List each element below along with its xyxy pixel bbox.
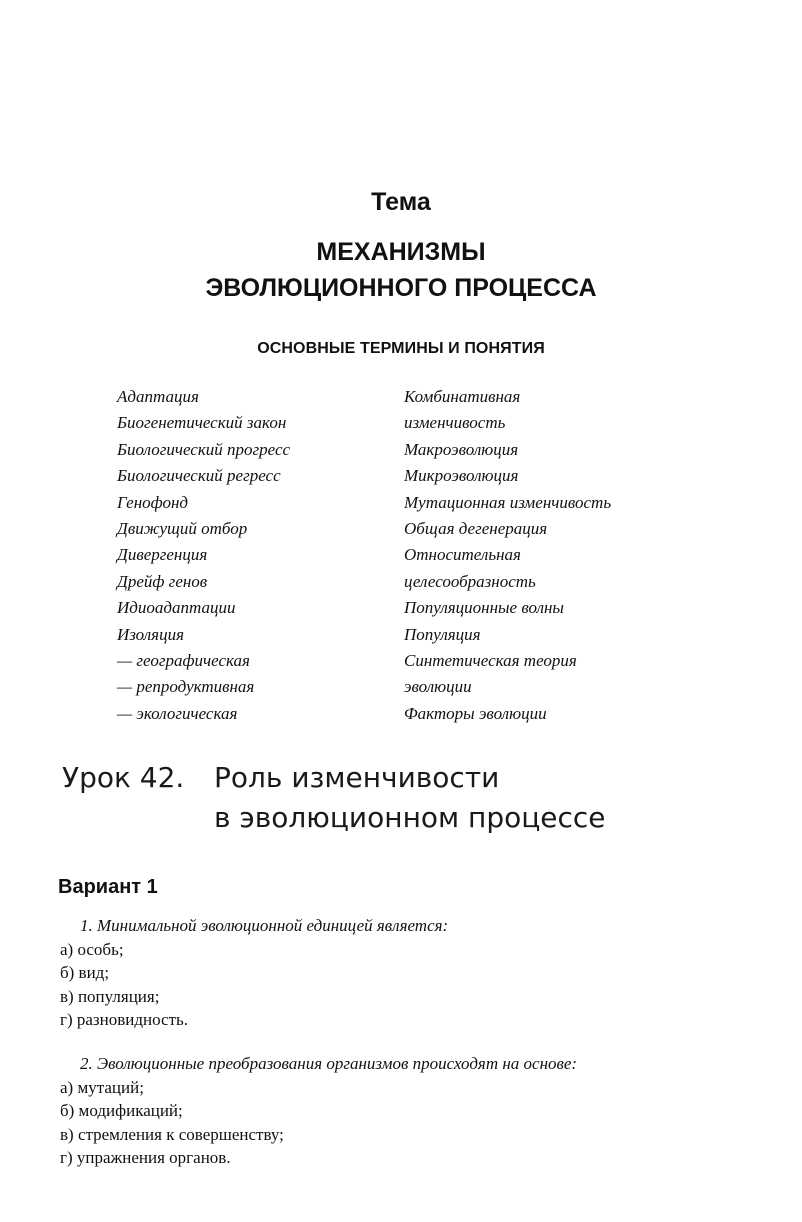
term-item: Генофонд	[117, 492, 189, 512]
term-item: Биологический регресс	[117, 466, 281, 486]
lesson-title-line: в эволюционном процессе	[214, 801, 606, 834]
answer-option: б) вид;	[60, 963, 110, 982]
question-text: 2. Эволюционные преобразования организмов происходят на основе:	[80, 1054, 578, 1073]
term-item: Биогенетический закон	[117, 413, 287, 433]
term-item: Движущий отбор	[117, 518, 248, 538]
term-item: Факторы эволюции	[404, 703, 547, 723]
answer-option: в) популяция;	[60, 986, 160, 1006]
term-item: Микроэволюция	[404, 466, 519, 486]
terms-list-right	[404, 384, 611, 727]
term-item: Адаптация	[117, 387, 199, 406]
answer-list	[60, 1076, 577, 1170]
term-item: целесообразность	[404, 571, 536, 591]
lesson-number: Урок 42.	[62, 761, 185, 794]
term-item: — репродуктивная	[117, 677, 255, 697]
term-item: Мутационная изменчивость	[404, 492, 612, 512]
term-item: — экологическая	[117, 703, 238, 723]
term-item: эволюции	[404, 677, 472, 697]
term-item: Биологический прогресс	[117, 439, 291, 459]
answer-option: в) стремления к совершенству;	[60, 1124, 284, 1144]
term-item: — географическая	[117, 650, 250, 670]
answer-option: а) особь;	[60, 939, 124, 959]
term-item: Изоляция	[117, 624, 184, 644]
question-block	[60, 914, 448, 1032]
term-item: Дрейф генов	[117, 571, 208, 591]
answer-option: г) разновидность.	[60, 1010, 189, 1029]
lesson-title	[214, 758, 606, 838]
answer-option: а) мутаций;	[60, 1077, 144, 1097]
lesson-title-line: Роль изменчивости	[214, 761, 500, 794]
question-text: 1. Минимальной эволюционной единицей является:	[80, 916, 449, 935]
term-item: Общая дегенерация	[404, 518, 548, 538]
variant-heading: Вариант 1	[58, 876, 158, 898]
term-item: изменчивость	[404, 413, 506, 433]
topic-title-line: ЭВОЛЮЦИОННОГО ПРОЦЕССА	[205, 274, 597, 302]
term-item: Популяция	[404, 624, 481, 644]
topic-title	[0, 234, 802, 306]
topic-label: Тема	[371, 188, 431, 216]
answer-list	[60, 938, 448, 1032]
term-item: Дивергенция	[117, 545, 208, 565]
answer-option: б) модификаций;	[60, 1101, 183, 1120]
terms-heading: ОСНОВНЫЕ ТЕРМИНЫ И ПОНЯТИЯ	[257, 340, 545, 357]
topic-title-line: МЕХАНИЗМЫ	[316, 238, 486, 266]
term-item: Синтетическая теория	[404, 650, 577, 670]
term-item: Относительная	[404, 545, 521, 565]
answer-option: г) упражнения органов.	[60, 1148, 231, 1167]
term-item: Комбинативная	[404, 387, 521, 406]
question-block	[60, 1052, 577, 1170]
term-item: Популяционные волны	[404, 598, 564, 618]
terms-list-left	[117, 384, 290, 727]
term-item: Идиоадаптации	[117, 598, 236, 618]
term-item: Макроэволюция	[404, 439, 519, 459]
